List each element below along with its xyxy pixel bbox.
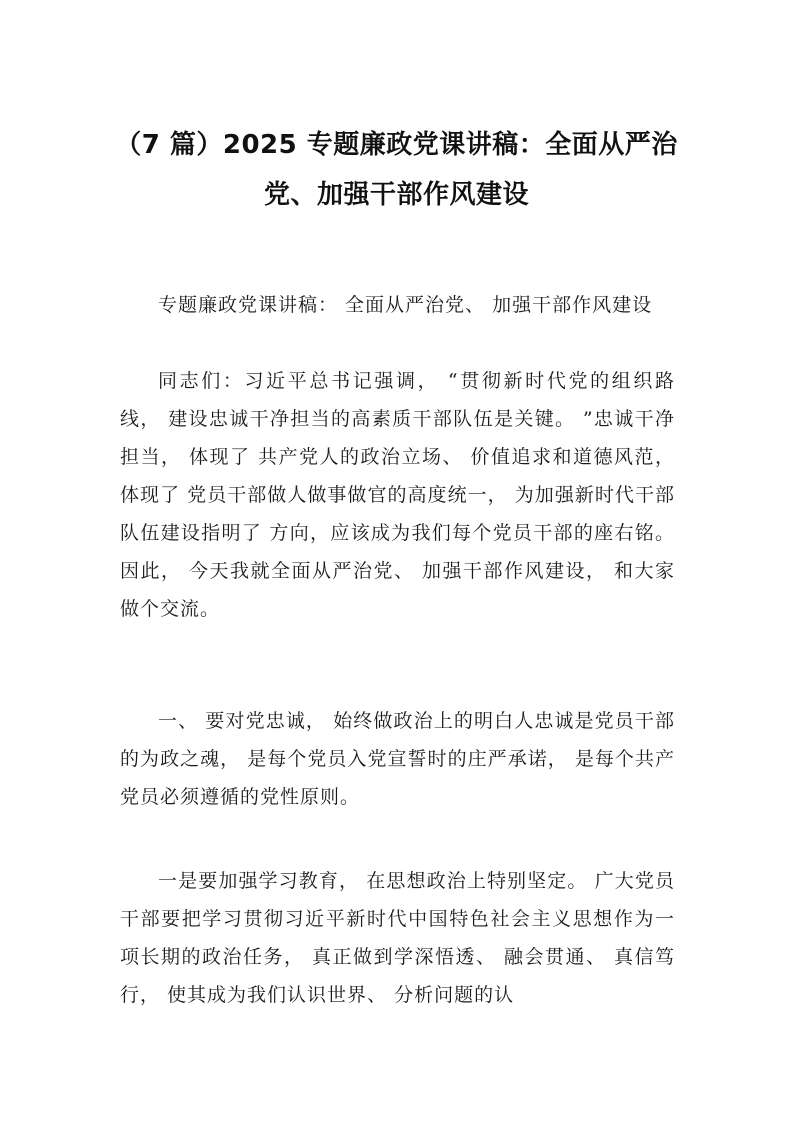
paragraph-section-one: 一、 要对党忠诚， 始终做政治上的明白人忠诚是党员干部的为政之魂， 是每个党员入党宣誓时的庄严承诺， 是每个共产党员必须遵循的党性原则。: [120, 710, 675, 808]
document-title: （7 篇）2025 专题廉政党课讲稿：全面从严治党、加强干部作风建设: [115, 130, 678, 210]
paragraph-intro: 同志们：习近平总书记强调， “贯彻新时代党的组织路线， 建设忠诚干净担当的高素质干部队伍是关键。 ”忠诚干净担当， 体现了 共产党人的政治立场、 价值追求和道德风范， 体现了 党员干部做人做事做官的高度统一， 为加强新时代干部队伍建设指明了 方向，应该成为我们每个党员干部的座右铭。 因此， 今天我就全面从严治党、 加强干部作风建设， 和大家做个交流。: [120, 370, 675, 620]
paragraph-subtitle: 专题廉政党课讲稿： 全面从严治党、 加强干部作风建设: [158, 294, 653, 316]
paragraph-point-one: 一是要加强学习教育， 在思想政治上特别坚定。 广大党员干部要把学习贯彻习近平新时代中国特色社会主义思想作为一项长期的政治任务， 真正做到学深悟透、 融会贯通、 真信笃行， 使其成为我们认识世界、 分析问题的认: [120, 870, 675, 1006]
